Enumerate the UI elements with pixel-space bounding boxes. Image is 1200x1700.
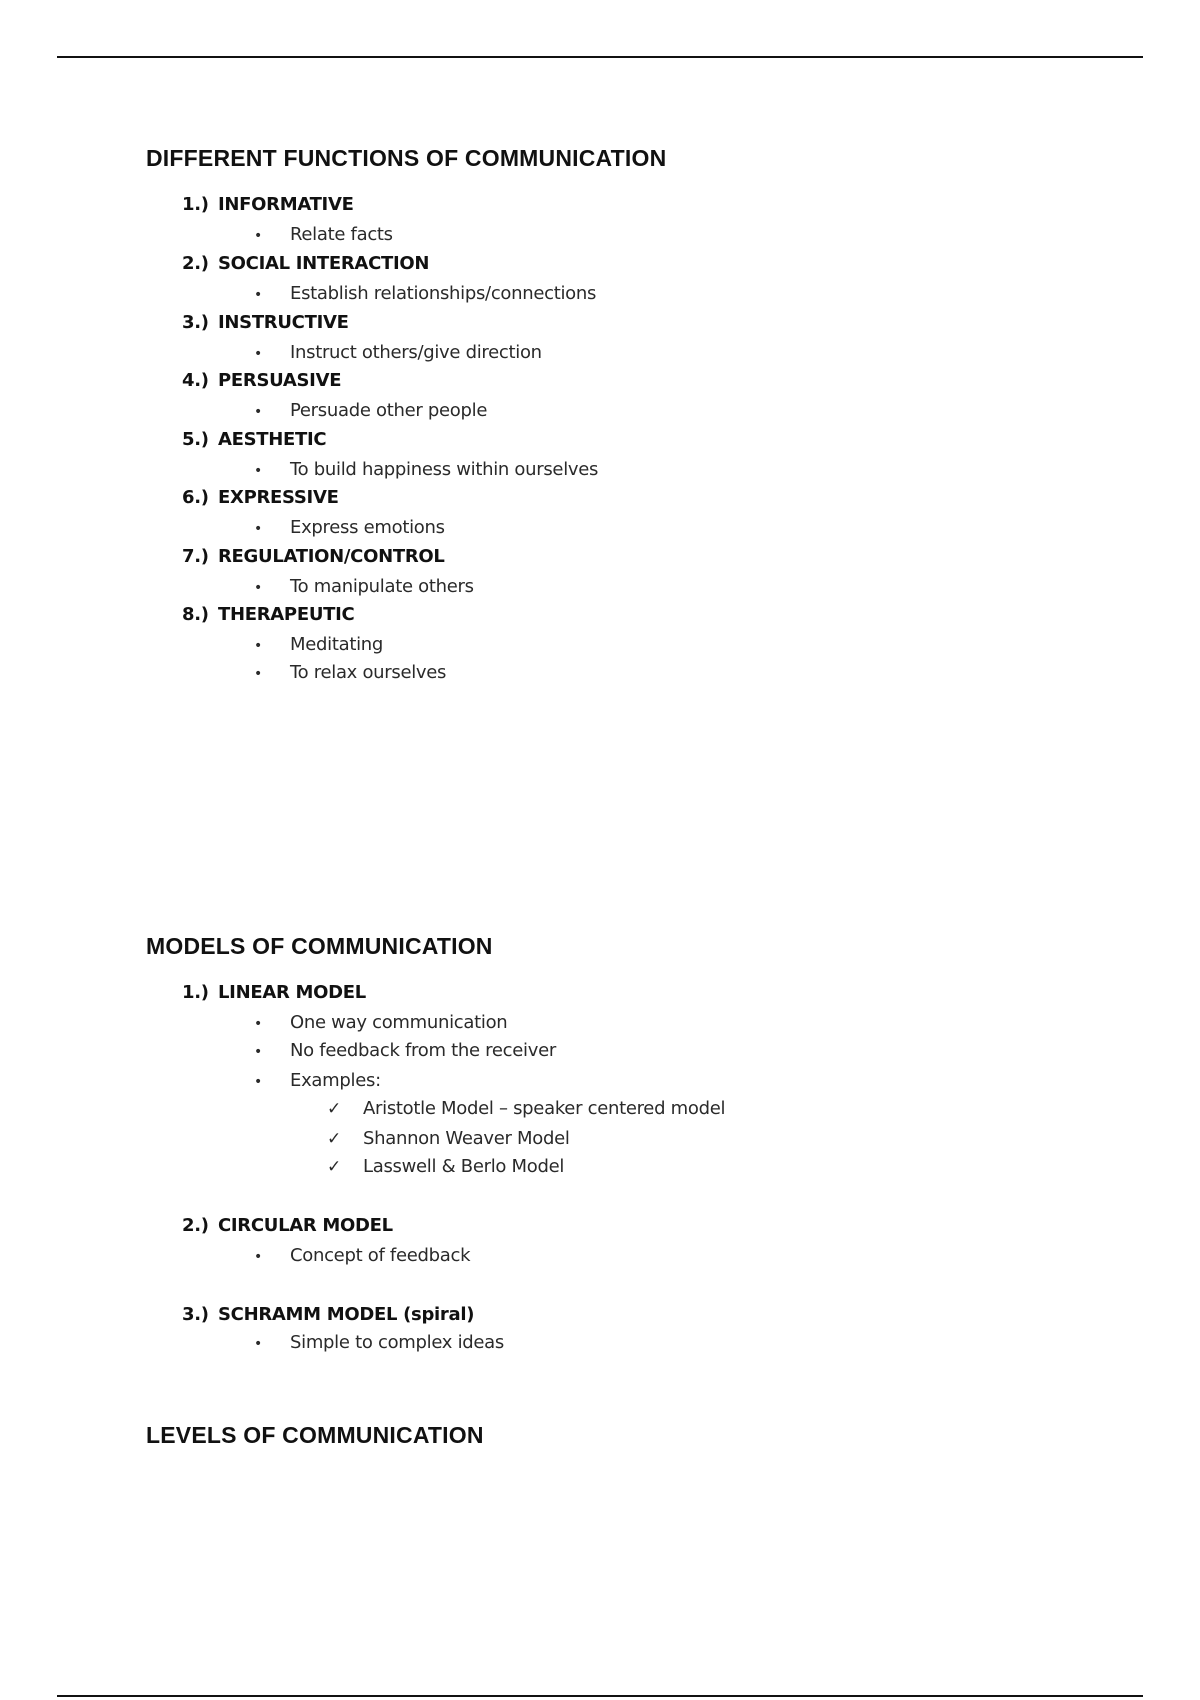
item-number: 6.) bbox=[182, 487, 209, 508]
checkmark-icon: ✓ bbox=[327, 1099, 341, 1119]
bullet-item bbox=[254, 659, 446, 687]
bullet-text: Establish relationships/connections bbox=[290, 283, 597, 304]
bullet-item bbox=[254, 573, 474, 601]
item-title: LINEAR MODEL bbox=[218, 982, 366, 1003]
bullet-text: Relate facts bbox=[290, 224, 393, 245]
bullet-text: To manipulate others bbox=[290, 576, 474, 597]
checkmark-icon: ✓ bbox=[327, 1157, 341, 1177]
model-item-schramm bbox=[182, 1301, 474, 1329]
item-number: 5.) bbox=[182, 429, 209, 450]
example-item bbox=[327, 1153, 564, 1181]
checkmark-icon: ✓ bbox=[327, 1129, 341, 1149]
item-number: 2.) bbox=[182, 1215, 209, 1236]
item-title: SOCIAL INTERACTION bbox=[218, 253, 430, 274]
function-item-persuasive bbox=[182, 367, 341, 395]
bullet-item bbox=[254, 397, 487, 425]
example-item bbox=[327, 1095, 725, 1123]
bullet-text: Simple to complex ideas bbox=[290, 1332, 504, 1353]
bullet-text: Persuade other people bbox=[290, 400, 488, 421]
bullet-icon: • bbox=[254, 287, 262, 303]
example-item bbox=[327, 1125, 570, 1153]
item-number: 4.) bbox=[182, 370, 209, 391]
bullet-icon: • bbox=[254, 1016, 262, 1032]
bullet-text: To relax ourselves bbox=[290, 662, 447, 683]
bullet-icon: • bbox=[254, 1074, 262, 1090]
bullet-item bbox=[254, 456, 598, 484]
item-title: INSTRUCTIVE bbox=[218, 312, 349, 333]
top-rule bbox=[57, 56, 1143, 58]
function-item-instructive bbox=[182, 309, 349, 337]
bullet-item bbox=[254, 339, 542, 367]
item-title: INFORMATIVE bbox=[218, 194, 354, 215]
bullet-icon: • bbox=[254, 346, 262, 362]
bullet-item bbox=[254, 1067, 381, 1095]
bullet-icon: • bbox=[254, 638, 262, 654]
bullet-icon: • bbox=[254, 1249, 262, 1265]
item-number: 7.) bbox=[182, 546, 209, 567]
models-heading: MODELS OF COMMUNICATION bbox=[146, 933, 493, 959]
example-text: Shannon Weaver Model bbox=[363, 1128, 570, 1149]
levels-heading: LEVELS OF COMMUNICATION bbox=[146, 1422, 484, 1448]
function-item-regulation-control bbox=[182, 543, 445, 571]
item-title: AESTHETIC bbox=[218, 429, 327, 450]
item-title: EXPRESSIVE bbox=[218, 487, 339, 508]
item-number: 1.) bbox=[182, 982, 209, 1003]
bottom-rule bbox=[57, 1695, 1143, 1697]
bullet-icon: • bbox=[254, 404, 262, 420]
item-title: REGULATION/CONTROL bbox=[218, 546, 445, 567]
function-item-expressive bbox=[182, 484, 339, 512]
function-item-informative bbox=[182, 191, 354, 219]
item-title: PERSUASIVE bbox=[218, 370, 342, 391]
bullet-item bbox=[254, 1242, 470, 1270]
bullet-item bbox=[254, 514, 445, 542]
example-text: Lasswell & Berlo Model bbox=[363, 1156, 565, 1177]
functions-heading: DIFFERENT FUNCTIONS OF COMMUNICATION bbox=[146, 145, 667, 171]
item-number: 8.) bbox=[182, 604, 209, 625]
bullet-text: To build happiness within ourselves bbox=[290, 459, 599, 480]
bullet-text: Concept of feedback bbox=[290, 1245, 471, 1266]
bullet-item bbox=[254, 280, 596, 308]
model-item-linear bbox=[182, 979, 366, 1007]
bullet-item bbox=[254, 221, 393, 249]
bullet-item bbox=[254, 1329, 504, 1357]
item-title: SCHRAMM MODEL (spiral) bbox=[218, 1304, 475, 1325]
bullet-text: No feedback from the receiver bbox=[290, 1040, 556, 1061]
bullet-icon: • bbox=[254, 228, 262, 244]
function-item-social-interaction bbox=[182, 250, 429, 278]
function-item-aesthetic bbox=[182, 426, 326, 454]
item-number: 3.) bbox=[182, 312, 209, 333]
bullet-icon: • bbox=[254, 580, 262, 596]
example-text: Aristotle Model – speaker centered model bbox=[363, 1098, 726, 1119]
bullet-text: Meditating bbox=[290, 634, 384, 655]
bullet-icon: • bbox=[254, 666, 262, 682]
bullet-icon: • bbox=[254, 521, 262, 537]
item-title: THERAPEUTIC bbox=[218, 604, 355, 625]
bullet-text: Examples: bbox=[290, 1070, 381, 1091]
bullet-text: One way communication bbox=[290, 1012, 508, 1033]
bullet-icon: • bbox=[254, 1336, 262, 1352]
bullet-text: Instruct others/give direction bbox=[290, 342, 542, 363]
bullet-item bbox=[254, 631, 383, 659]
item-title: CIRCULAR MODEL bbox=[218, 1215, 393, 1236]
model-item-circular bbox=[182, 1212, 393, 1240]
bullet-item bbox=[254, 1009, 507, 1037]
bullet-text: Express emotions bbox=[290, 517, 445, 538]
bullet-icon: • bbox=[254, 463, 262, 479]
bullet-item bbox=[254, 1037, 556, 1065]
item-number: 3.) bbox=[182, 1304, 209, 1325]
bullet-icon: • bbox=[254, 1044, 262, 1060]
item-number: 1.) bbox=[182, 194, 209, 215]
function-item-therapeutic bbox=[182, 601, 354, 629]
item-number: 2.) bbox=[182, 253, 209, 274]
